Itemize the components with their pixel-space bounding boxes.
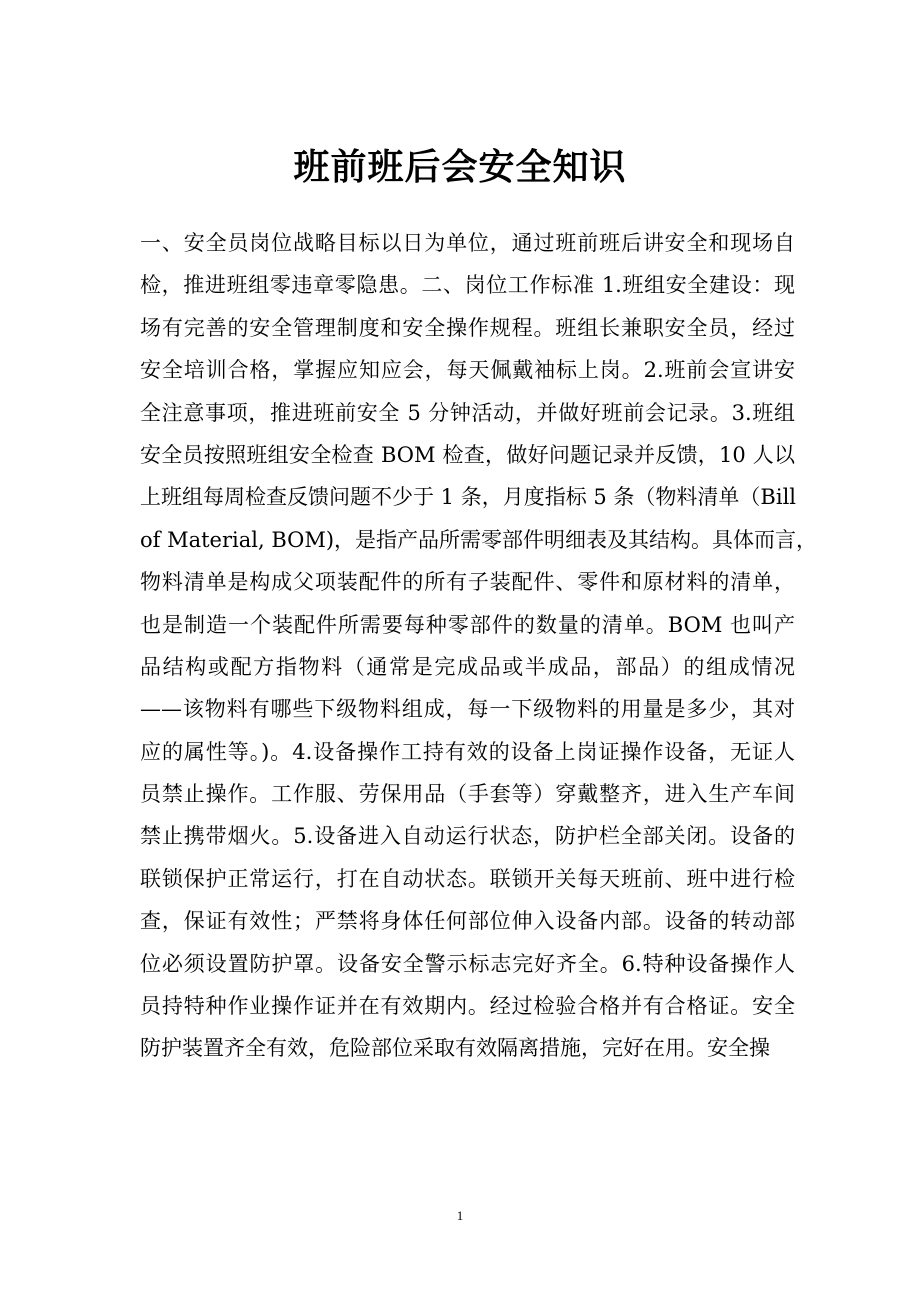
body-line: 员禁止操作。工作服、劳保用品（手套等）穿戴整齐，进入生产车间 bbox=[140, 782, 795, 807]
body-line: 应的属性等。)。4.设备操作工持有效的设备上岗证操作设备，无证人 bbox=[140, 739, 795, 764]
body-line: of Material, BOM)，是指产品所需零部件明细表及其结构。具体而言， bbox=[140, 527, 818, 552]
body-line: 物料清单是构成父项装配件的所有子装配件、零件和原材料的清单， bbox=[140, 570, 795, 595]
body-line: 也是制造一个装配件所需要每种零部件的数量的清单。BOM 也叫产 bbox=[140, 612, 795, 637]
body-line: 位必须设置防护罩。设备安全警示标志完好齐全。6.特种设备操作人 bbox=[140, 951, 795, 976]
body-line: 禁止携带烟火。5.设备进入自动运行状态，防护栏全部关闭。设备的 bbox=[140, 824, 795, 849]
body-line: 全注意事项，推进班前安全 5 分钟活动，并做好班前会记录。3.班组 bbox=[140, 400, 795, 425]
body-line: 防护装置齐全有效，危险部位采取有效隔离措施，完好在用。安全操 bbox=[140, 1036, 770, 1061]
body-line: 品结构或配方指物料（通常是完成品或半成品，部品）的组成情况 bbox=[140, 654, 795, 679]
body-line: 联锁保护正常运行，打在自动状态。联锁开关每天班前、班中进行检 bbox=[140, 866, 795, 891]
document-title: 班前班后会安全知识 bbox=[293, 146, 627, 188]
body-line: 安全员按照班组安全检查 BOM 检查，做好问题记录并反馈，10 人以 bbox=[140, 442, 795, 467]
body-line: 检，推进班组零违章零隐患。二、岗位工作标准 1.班组安全建设：现 bbox=[140, 273, 795, 298]
body-line: 员持特种作业操作证并在有效期内。经过检验合格并有合格证。安全 bbox=[140, 994, 795, 1019]
body-line: ——该物料有哪些下级物料组成，每一下级物料的用量是多少，其对 bbox=[140, 697, 795, 722]
body-line: 场有完善的安全管理制度和安全操作规程。班组长兼职安全员，经过 bbox=[140, 315, 795, 340]
body-line: 查，保证有效性；严禁将身体任何部位伸入设备内部。设备的转动部 bbox=[140, 909, 795, 934]
body-line: 一、安全员岗位战略目标以日为单位，通过班前班后讲安全和现场自 bbox=[140, 231, 795, 255]
body-line: 上班组每周检查反馈问题不少于 1 条，月度指标 5 条（物料清单（Bill bbox=[140, 485, 797, 510]
page-number: 1 bbox=[456, 1208, 464, 1223]
document-body bbox=[140, 222, 818, 1070]
body-line: 安全培训合格，掌握应知应会，每天佩戴袖标上岗。2.班前会宣讲安 bbox=[140, 358, 795, 383]
